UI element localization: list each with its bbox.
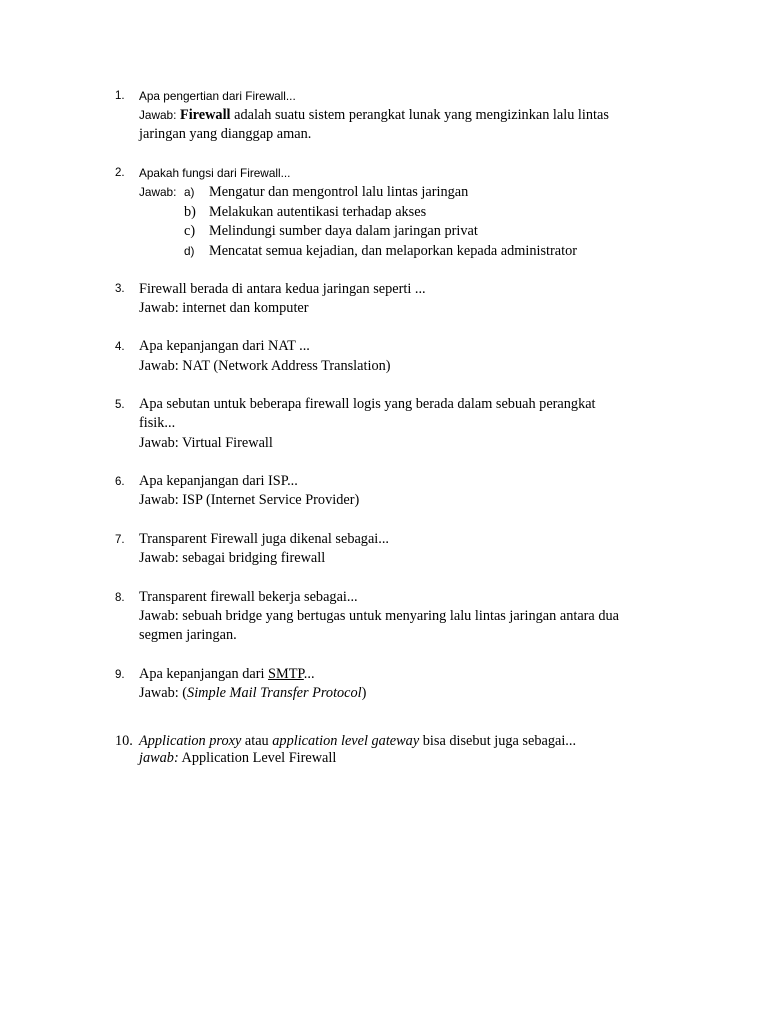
question-number: 3. (115, 283, 125, 295)
list-marker: b) (184, 204, 196, 220)
answer-text: Jawab: internet dan komputer (139, 300, 309, 316)
question-number: 5. (115, 399, 125, 411)
question-number: 10. (115, 733, 133, 749)
question-text: Transparent Firewall juga dikenal sebagai... (139, 531, 389, 547)
answer-label: Jawab: (139, 108, 177, 122)
list-marker: d) (184, 244, 195, 258)
answer-text: Jawab: sebagai bridging firewall (139, 550, 326, 566)
question-term: Application proxy (139, 733, 242, 749)
question-term: SMTP (268, 666, 304, 682)
question-mid: atau (244, 733, 269, 749)
question-text: Apa pengertian dari Firewall... (139, 89, 296, 103)
question-suffix: bisa disebut juga sebagai... (422, 733, 577, 749)
answer-text: adalah suatu sistem perangkat lunak yang mengizinkan lalu lintas (234, 107, 609, 123)
question-number: 8. (115, 592, 125, 604)
answer-text (139, 749, 336, 768)
question-number: 7. (115, 534, 125, 546)
question-text: fisik... (139, 415, 176, 431)
question-text: Apa sebutan untuk beberapa firewall logis yang berada dalam sebuah perangkat (139, 396, 596, 412)
question-term: application level gateway (272, 733, 420, 749)
question-text: Apakah fungsi dari Firewall... (139, 166, 291, 180)
answer-term: Simple Mail Transfer Protocol (187, 685, 362, 701)
list-marker: a) (184, 185, 195, 199)
answer-prefix: Jawab: ( (139, 685, 188, 701)
answer-text: Jawab: ISP (Internet Service Provider) (139, 492, 360, 508)
question-text: Apa kepanjangan dari NAT ... (139, 338, 310, 354)
question-number: 4. (115, 341, 125, 353)
question-text (139, 665, 315, 684)
answer-text: Jawab: sebuah bridge yang bertugas untuk menyaring lalu lintas jaringan antara dua (139, 608, 619, 624)
answer-label: jawab: (139, 750, 179, 766)
answer-label: Jawab: (139, 185, 177, 199)
answer-text: Jawab: Virtual Firewall (139, 435, 273, 451)
question-number: 2. (115, 167, 125, 179)
list-item: Melakukan autentikasi terhadap akses (209, 204, 427, 220)
question-number: 1. (115, 90, 125, 102)
list-item: Mengatur dan mengontrol lalu lintas jaringan (209, 184, 469, 200)
answer-suffix: ) (361, 685, 367, 701)
question-suffix: ... (303, 666, 315, 682)
list-item: Melindungi sumber daya dalam jaringan privat (209, 223, 478, 239)
answer-text (139, 684, 366, 703)
answer-value: Application Level Firewall (181, 750, 337, 766)
answer-term: Firewall (179, 107, 231, 123)
answer-text: Jawab: NAT (Network Address Translation) (139, 358, 391, 374)
answer-text: segmen jaringan. (139, 627, 237, 643)
list-item: Mencatat semua kejadian, dan melaporkan kepada administrator (209, 243, 577, 259)
question-text: Firewall berada di antara kedua jaringan seperti ... (139, 281, 426, 297)
question-text: Apa kepanjangan dari ISP... (139, 473, 298, 489)
answer-line (139, 106, 609, 125)
question-number: 9. (115, 669, 125, 681)
answer-text: jaringan yang dianggap aman. (139, 126, 312, 142)
question-prefix: Apa kepanjangan dari (139, 666, 265, 682)
question-text: Transparent firewall bekerja sebagai... (139, 589, 358, 605)
list-marker: c) (184, 223, 196, 239)
question-number: 6. (115, 476, 125, 488)
